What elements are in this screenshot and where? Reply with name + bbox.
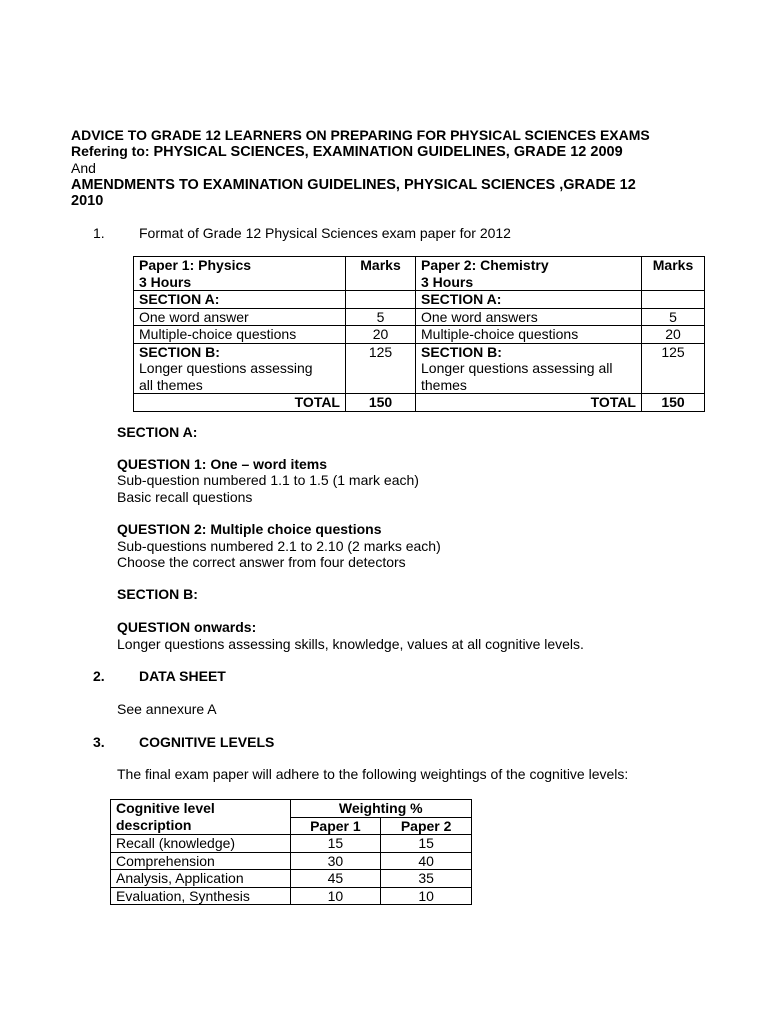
item2-text: See annexure A [117,701,217,717]
paper2-longer-b: themes [421,376,467,393]
table-row [111,852,472,870]
question1-heading: QUESTION 1: One – word items [117,456,328,472]
paper2-title: Paper 2: Chemistry [421,257,549,273]
paper2-total-marks: 150 [642,394,705,412]
doc-title-and: And [71,160,96,176]
paper1-one-word: One word answer [134,308,346,326]
level-cell: Comprehension [111,852,291,870]
paper2-section-b: SECTION B: [421,343,502,360]
paper2-mcq-marks: 20 [642,326,705,344]
weighting-header: Weighting % [290,800,471,818]
paper1-cell: 45 [290,870,381,888]
item2-heading: DATA SHEET [139,668,226,684]
paper1-mcq: Multiple-choice questions [134,326,346,344]
question1-line2: Basic recall questions [117,489,253,505]
paper1-one-word-marks: 5 [346,308,416,326]
exam-format-table [133,256,705,412]
question2-line2: Choose the correct answer from four detectors [117,554,406,570]
paper1-section-a: SECTION A: [134,291,346,309]
paper2-section-a: SECTION A: [416,291,642,309]
paper2-hours: 3 Hours [421,273,474,290]
doc-title-line1: ADVICE TO GRADE 12 LEARNERS ON PREPARING FOR PHYSICAL SCIENCES EXAMS [71,127,650,143]
marks-header-2: Marks [642,257,705,291]
paper1-mcq-marks: 20 [346,326,416,344]
question-onwards-line1: Longer questions assessing skills, knowledge, values at all cognitive levels. [117,636,584,652]
paper1-longer-a: Longer questions assessing [139,360,313,376]
doc-title-amendments: AMENDMENTS TO EXAMINATION GUIDELINES, PHYSICAL SCIENCES ,GRADE 12 [71,177,636,193]
paper1-header-cell [134,257,346,291]
question2-heading: QUESTION 2: Multiple choice questions [117,521,382,537]
table-row [134,291,705,309]
cognitive-levels-table [110,799,472,905]
paper1-cell: 15 [290,835,381,853]
paper2-cell: 10 [381,887,472,905]
item1-number: 1. [93,225,105,241]
paper2-header: Paper 2 [381,817,472,835]
table-row [111,887,472,905]
doc-title-year: 2010 [71,193,104,209]
paper2-section-b-cell [416,343,642,394]
paper2-total-label: TOTAL [416,394,642,412]
paper1-section-a-marks [346,291,416,309]
question1-line1: Sub-question numbered 1.1 to 1.5 (1 mark each) [117,472,419,488]
level-cell: Recall (knowledge) [111,835,291,853]
table-row [134,343,705,394]
table-row [111,870,472,888]
cognitive-level-header-b: description [116,816,192,833]
paper2-longer-a: Longer questions assessing all [421,360,613,376]
paper1-cell: 10 [290,887,381,905]
table-row [111,835,472,853]
cognitive-level-header-a: Cognitive level [116,800,215,816]
section-a-heading: SECTION A: [117,424,198,440]
paper1-total-marks: 150 [346,394,416,412]
paper2-section-b-marks: 125 [642,343,705,394]
paper1-section-b-marks: 125 [346,343,416,394]
paper1-section-b: SECTION B: [139,343,220,360]
paper1-header: Paper 1 [290,817,381,835]
table-row [134,257,705,291]
paper2-one-word-marks: 5 [642,308,705,326]
item1-text: Format of Grade 12 Physical Sciences exam paper for 2012 [139,225,511,241]
paper2-cell: 40 [381,852,472,870]
table-row [111,800,472,818]
paper1-hours: 3 Hours [139,273,192,290]
table-row [134,308,705,326]
question2-line1: Sub-questions numbered 2.1 to 2.10 (2 marks each) [117,538,441,554]
paper2-cell: 15 [381,835,472,853]
item3-number: 3. [93,734,105,750]
paper1-title: Paper 1: Physics [139,257,252,273]
marks-header-1: Marks [346,257,416,291]
item3-heading: COGNITIVE LEVELS [139,734,275,750]
paper2-section-a-marks [642,291,705,309]
item2-number: 2. [93,668,105,684]
item3-text: The final exam paper will adhere to the following weightings of the cognitive levels: [117,766,629,782]
level-cell: Analysis, Application [111,870,291,888]
paper1-cell: 30 [290,852,381,870]
paper2-one-word: One word answers [416,308,642,326]
question-onwards-heading: QUESTION onwards: [117,619,257,635]
paper2-mcq: Multiple-choice questions [416,326,642,344]
paper1-total-label: TOTAL [134,394,346,412]
level-cell: Evaluation, Synthesis [111,887,291,905]
doc-title-line2 [71,143,623,161]
paper1-longer-b: all themes [139,376,203,393]
paper1-section-b-cell [134,343,346,394]
paper2-cell: 35 [381,870,472,888]
referring-label: Refering to: [71,143,150,159]
table-row [134,394,705,412]
table-row [134,326,705,344]
referring-document: PHYSICAL SCIENCES, EXAMINATION GUIDELINES, GRADE 12 2009 [153,144,623,160]
paper2-header-cell [416,257,642,291]
section-b-heading: SECTION B: [117,586,198,602]
cognitive-level-header [111,800,291,835]
